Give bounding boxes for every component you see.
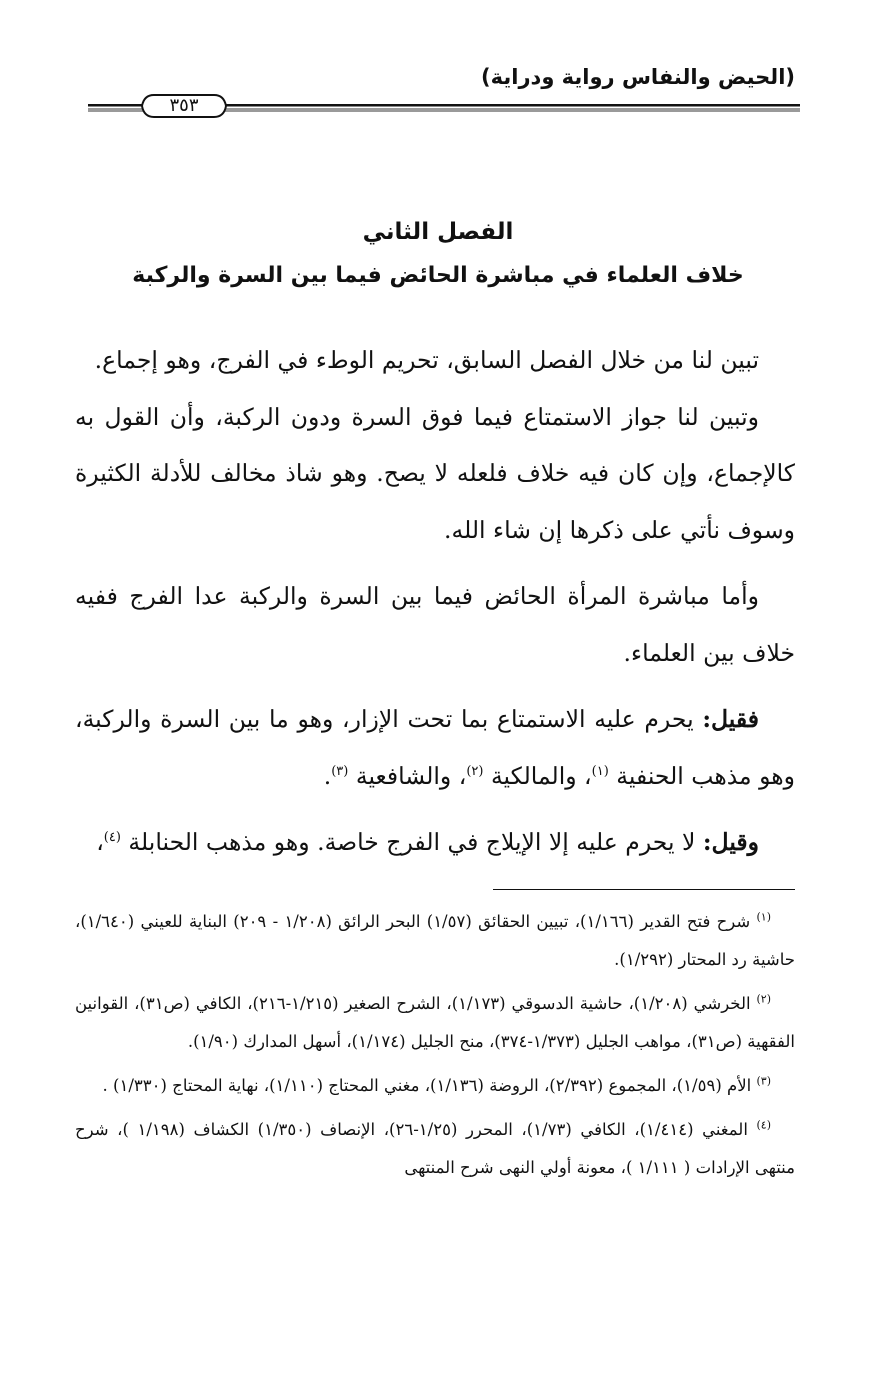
paragraph-text: ، xyxy=(96,828,104,856)
footnotes xyxy=(75,903,795,1187)
paragraph-1: تبين لنا من خلال الفصل السابق، تحريم الوطء في الفرج، وهو إجماع. xyxy=(94,346,759,374)
footnote-text: شرح فتح القدير (١/١٦٦)، تبيين الحقائق (١/٥٧) البحر الرائق (١/٢٠٨ - ٢٠٩) البناية للعيني (١/٦٤٠)، حاشية رد المحتار (١/٢٩٢). xyxy=(75,912,795,969)
paragraph-5 xyxy=(75,814,795,871)
running-header: (الحيض والنفاس رواية ودراية) xyxy=(481,65,795,89)
opinion-lead: وقيل: xyxy=(702,828,759,856)
body-text xyxy=(75,332,795,871)
paragraph-text: . xyxy=(323,761,332,790)
opinion-lead: فقيل: xyxy=(702,705,759,733)
paragraph-text: يحرم عليه الاستمتاع بما تحت الإزار، وهو ما بين السرة والركبة، وهو مذهب الحنفية xyxy=(75,705,795,790)
footnote-number: (٣) xyxy=(756,1074,771,1088)
paragraph-text: ، والشافعية xyxy=(355,761,467,790)
chapter-title: الفصل الثاني xyxy=(362,219,514,245)
footnote-ref[interactable]: (٣) xyxy=(331,763,349,779)
chapter-subtitle: خلاف العلماء في مباشرة الحائض فيما بين السرة والركبة xyxy=(132,263,744,288)
paragraph-3: وأما مباشرة المرأة الحائض فيما بين السرة والركبة عدا الفرج ففيه خلاف بين العلماء. xyxy=(75,582,795,667)
footnote-ref[interactable]: (٤) xyxy=(103,830,121,846)
paragraph-4 xyxy=(75,691,795,804)
footnote-number: (١) xyxy=(756,910,772,924)
paragraph-text: لا يحرم عليه إلا الإيلاج في الفرج خاصة. وهو مذهب الحنابلة xyxy=(128,828,703,856)
footnote-text: الأم (١/٥٩)، المجموع (٢/٣٩٢)، الروضة (١/١٣٦)، مغني المحتاج (١/١١٠)، نهاية المحتاج (١/٣٣٠) . xyxy=(102,1076,752,1095)
footnote-ref[interactable]: (١) xyxy=(591,763,609,779)
footnote-number: (٢) xyxy=(756,992,771,1006)
footnote-1 xyxy=(75,903,795,979)
footnote-3 xyxy=(75,1067,795,1105)
footnote-text: المغني (١/٤١٤)، الكافي (١/٧٣)، المحرر (١/٢٥-٢٦)، الإنصاف (١/٣٥٠) الكشاف (١/١٩٨ )، شرح منتهى الإرادات ( ١/١١١ )، معونة أولي النهى شرح المنتهى xyxy=(75,1120,795,1177)
paragraph-text: ، والمالكية xyxy=(490,761,592,790)
paragraph-2: وتبين لنا جواز الاستمتاع فيما فوق السرة ودون الركبة، وأن القول به كالإجماع، وإن كان فيه خلاف فلعله لا يصح. وهو شاذ مخالف للأدلة الكثيرة وسوف نأتي على ذكرها إن شاء الله. xyxy=(75,402,795,544)
footnote-text: الخرشي (١/٢٠٨)، حاشية الدسوقي (١/١٧٣)، الشرح الصغير (١/٢١٥-٢١٦)، الكافي (ص٣١)، القوانين الفقهية (ص٣١)، مواهب الجليل (١/٣٧٣-٣٧٤)، منح الجليل (١/١٧٤)، أسهل المدارك (١/٩٠). xyxy=(75,994,795,1051)
footnote-2 xyxy=(75,985,795,1061)
footnote-separator xyxy=(493,889,795,890)
footnote-ref[interactable]: (٢) xyxy=(466,763,484,779)
footnote-4 xyxy=(75,1111,795,1187)
footnote-number: (٤) xyxy=(756,1118,772,1132)
page-number: ٣٥٣ xyxy=(169,95,199,116)
